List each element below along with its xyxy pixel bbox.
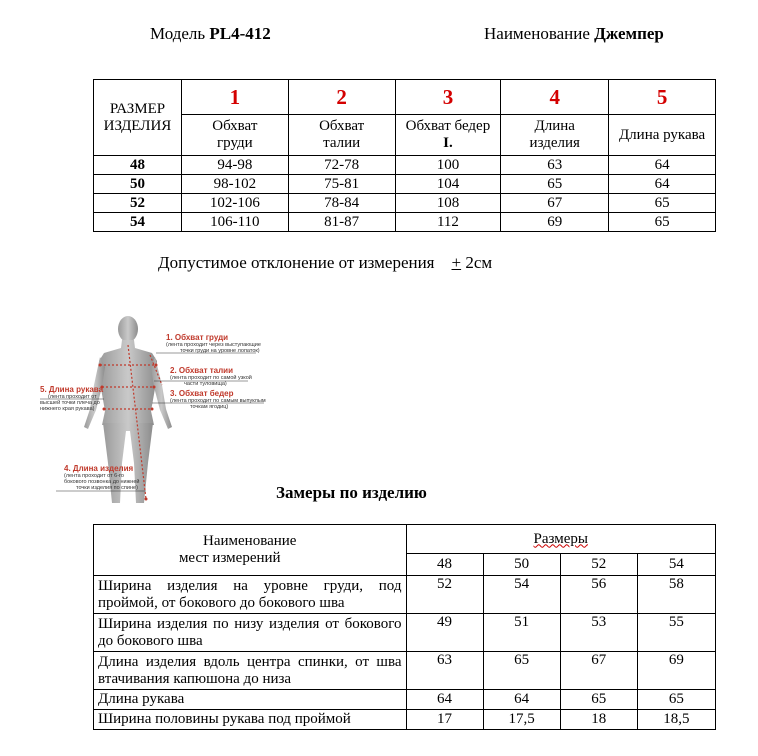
value-cell: 67: [501, 194, 609, 213]
size-header-cell: 48: [406, 554, 483, 576]
measurement-value: 64: [406, 690, 483, 710]
measurement-value: 18: [560, 710, 637, 730]
measurement-label: Ширина изделия по низу изделия от бокового до бокового шва: [94, 614, 407, 652]
annotation-sub: точкам ягодиц): [190, 404, 229, 410]
measurement-value: 55: [637, 614, 715, 652]
sizes-header: [406, 525, 716, 554]
measurement-row: [94, 614, 716, 652]
size-row: [94, 156, 716, 175]
measurement-value: 67: [560, 652, 637, 690]
annotation-sub: (лента проходит по самым выпуклым: [170, 398, 266, 404]
measurement-value: 51: [483, 614, 560, 652]
measurement-value: 49: [406, 614, 483, 652]
measurement-row: [94, 652, 716, 690]
measurement-label: Длина рукава: [94, 690, 407, 710]
measure-header-line2: талии: [323, 135, 361, 151]
size-chart-table: [93, 79, 716, 232]
place-header: [94, 525, 407, 576]
measure-header: [501, 115, 609, 156]
value-cell: 72-78: [288, 156, 395, 175]
annotation-sub: (лента проходит от: [48, 394, 97, 400]
size-corner-line2: ИЗДЕЛИЯ: [103, 117, 172, 134]
size-cell: 48: [94, 156, 182, 175]
place-header-line1: Наименование: [203, 533, 297, 549]
value-cell: 112: [395, 213, 501, 232]
measurement-value: 58: [637, 576, 715, 614]
measurement-row: [94, 710, 716, 730]
measurement-value: 63: [406, 652, 483, 690]
value-cell: 63: [501, 156, 609, 175]
annotation-sub: бокового позвонка до нижней: [64, 479, 140, 485]
tolerance-note: [158, 253, 492, 273]
measurement-value: 64: [483, 690, 560, 710]
size-row: [94, 213, 716, 232]
measurement-value: 65: [483, 652, 560, 690]
value-cell: 94-98: [181, 156, 288, 175]
size-header-cell: 50: [483, 554, 560, 576]
annotation-sub: высшей точки плеча до: [40, 400, 100, 406]
measurement-value: 52: [406, 576, 483, 614]
body-measurement-figure: [38, 313, 268, 521]
measure-header-line2: I.: [443, 135, 453, 151]
annotation-chest: [166, 333, 261, 354]
measure-header-line2: изделия: [529, 135, 580, 151]
value-cell: 81-87: [288, 213, 395, 232]
measure-header-line1: Длина рукава: [618, 126, 706, 143]
size-cell: 54: [94, 213, 182, 232]
garment-measurements-table: [93, 524, 716, 730]
measure-header-line1: Обхват бедер: [405, 118, 491, 134]
measurement-value: 17,5: [483, 710, 560, 730]
annotation-length: [64, 464, 139, 491]
measurement-row: [94, 690, 716, 710]
measure-number: 2: [288, 80, 395, 115]
measurement-row: [94, 576, 716, 614]
measure-number: 1: [181, 80, 288, 115]
model-heading: [150, 24, 271, 44]
size-row: [94, 175, 716, 194]
model-label: Модель: [150, 24, 206, 43]
product-name-value: Джемпер: [594, 24, 664, 43]
annotation-sub: (лента проходит по самой узкой: [170, 375, 252, 381]
annotation-title: 2. Обхват талии: [170, 366, 233, 375]
place-header-line2: мест измерений: [178, 550, 281, 566]
annotation-title: 3. Обхват бедер: [170, 389, 234, 398]
value-cell: 75-81: [288, 175, 395, 194]
measure-header-line1: Обхват: [212, 118, 258, 134]
measurement-value: 18,5: [637, 710, 715, 730]
annotation-sub: части туловища): [184, 381, 227, 387]
measurement-label: Ширина половины рукава под проймой: [94, 710, 407, 730]
measurement-value: 69: [637, 652, 715, 690]
measure-number: 4: [501, 80, 609, 115]
measurement-value: 56: [560, 576, 637, 614]
tolerance-value: 2см: [465, 253, 493, 272]
measure-header: [181, 115, 288, 156]
annotation-sub: нижнего края рукава): [40, 406, 95, 412]
plus-minus-sign: +: [451, 253, 462, 272]
annotation-sub: точки изделия по спине): [76, 485, 138, 491]
value-cell: 78-84: [288, 194, 395, 213]
annotation-title: 1. Обхват груди: [166, 333, 229, 342]
value-cell: 65: [609, 213, 716, 232]
measure-header: [288, 115, 395, 156]
product-name-label: Наименование: [484, 24, 590, 43]
measurement-value: 53: [560, 614, 637, 652]
measurement-value: 65: [560, 690, 637, 710]
size-cell: 50: [94, 175, 182, 194]
annotation-sleeve: [40, 385, 103, 412]
measurement-label: Ширина изделия на уровне груди, под проймой, от бокового до бокового шва: [94, 576, 407, 614]
annotation-title: 4. Длина изделия: [64, 464, 134, 473]
tolerance-text: Допустимое отклонение от измерения: [158, 253, 435, 272]
measurement-value: 54: [483, 576, 560, 614]
value-cell: 104: [395, 175, 501, 194]
value-cell: 98-102: [181, 175, 288, 194]
measurement-value: 17: [406, 710, 483, 730]
product-name-heading: [484, 24, 664, 44]
value-cell: 65: [501, 175, 609, 194]
size-header-cell: 52: [560, 554, 637, 576]
sizes-header-text: Размеры: [533, 530, 588, 547]
measure-number: 3: [395, 80, 501, 115]
annotation-sub: (лента проходит от 6-го: [64, 473, 124, 479]
measurement-value: 65: [637, 690, 715, 710]
value-cell: 64: [609, 156, 716, 175]
annotation-title: 5. Длина рукава: [40, 385, 104, 394]
measure-header: [395, 115, 501, 156]
size-header-cell: 54: [637, 554, 715, 576]
value-cell: 100: [395, 156, 501, 175]
size-cell: 52: [94, 194, 182, 213]
value-cell: 102-106: [181, 194, 288, 213]
value-cell: 108: [395, 194, 501, 213]
annotation-waist: [170, 366, 252, 387]
value-cell: 64: [609, 175, 716, 194]
value-cell: 65: [609, 194, 716, 213]
measure-header-line1: Обхват: [319, 118, 365, 134]
value-cell: 69: [501, 213, 609, 232]
annotation-hips: [170, 389, 266, 410]
measure-header: [609, 115, 716, 156]
value-cell: 106-110: [181, 213, 288, 232]
measure-number: 5: [609, 80, 716, 115]
annotation-sub: (лента проходит через выступающие: [166, 342, 261, 348]
measure-header-line1: Длина: [534, 118, 575, 134]
size-corner-line1: РАЗМЕР: [109, 100, 166, 117]
annotation-sub: точки груди на уровне лопаток): [180, 348, 260, 354]
size-row: [94, 194, 716, 213]
size-corner-header: [94, 80, 182, 156]
measure-header-line2: груди: [217, 135, 253, 151]
measurements-title: Замеры по изделию: [276, 483, 427, 502]
measurement-label: Длина изделия вдоль центра спинки, от шва втачивания капюшона до низа: [94, 652, 407, 690]
model-value: PL4-412: [209, 24, 271, 43]
